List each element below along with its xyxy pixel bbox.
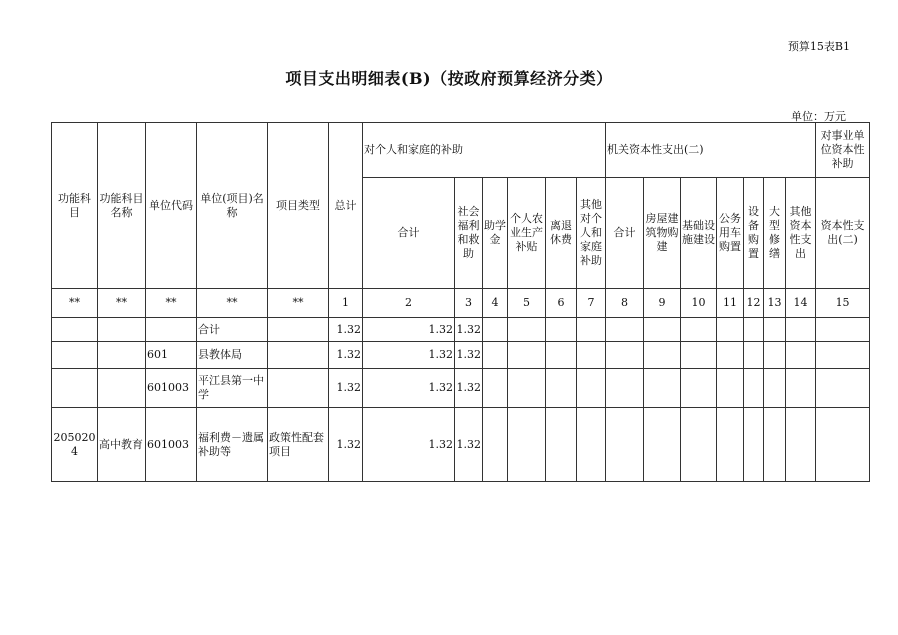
index-cell: 1 [329, 289, 363, 318]
empty-cell [786, 408, 816, 482]
empty-cell [681, 318, 717, 342]
empty-cell [717, 369, 744, 408]
empty-cell [508, 369, 546, 408]
index-cell: 7 [577, 289, 606, 318]
empty-cell [508, 342, 546, 369]
empty-cell [606, 369, 644, 408]
cell-func-code [52, 369, 98, 408]
cell-personal-subtotal: 1.32 [363, 408, 455, 482]
header-personal-subtotal: 合计 [363, 178, 455, 289]
header-group-capital: 机关资本性支出(二) [606, 123, 816, 178]
unit-label: 单位：万元 [791, 110, 846, 123]
cell-social-welfare: 1.32 [455, 369, 483, 408]
header-group-enterprise: 对事业单位资本性补助 [816, 123, 870, 178]
document-code: 预算15表B1 [787, 40, 850, 53]
empty-cell [786, 342, 816, 369]
index-cell: 10 [681, 289, 717, 318]
header-unit-code: 单位代码 [146, 123, 197, 289]
index-cell: ** [146, 289, 197, 318]
header-official-vehicle: 公务用车购置 [717, 178, 744, 289]
table-row [52, 318, 870, 342]
header-student-aid: 助学金 [483, 178, 508, 289]
index-cell: 9 [644, 289, 681, 318]
index-cell: 8 [606, 289, 644, 318]
cell-unit-name: 福利费－遗属补助等 [197, 408, 268, 482]
empty-cell [606, 408, 644, 482]
empty-cell [577, 408, 606, 482]
header-func-name: 功能科目名称 [98, 123, 146, 289]
empty-cell [786, 369, 816, 408]
index-cell: ** [197, 289, 268, 318]
empty-cell [816, 369, 870, 408]
table-row [52, 369, 870, 408]
index-cell: 13 [764, 289, 786, 318]
index-cell: 15 [816, 289, 870, 318]
cell-func-name [98, 369, 146, 408]
cell-unit-code [146, 318, 197, 342]
cell-personal-subtotal: 1.32 [363, 369, 455, 408]
cell-total: 1.32 [329, 369, 363, 408]
empty-cell [577, 318, 606, 342]
header-project-type: 项目类型 [268, 123, 329, 289]
header-infrastructure: 基础设施建设 [681, 178, 717, 289]
empty-cell [483, 369, 508, 408]
cell-unit-code: 601 [146, 342, 197, 369]
cell-unit-code: 601003 [146, 408, 197, 482]
cell-total: 1.32 [329, 408, 363, 482]
header-enterprise-capital: 资本性支出(二) [816, 178, 870, 289]
empty-cell [764, 369, 786, 408]
empty-cell [606, 342, 644, 369]
empty-cell [546, 408, 577, 482]
cell-social-welfare: 1.32 [455, 318, 483, 342]
empty-cell [546, 369, 577, 408]
cell-total: 1.32 [329, 342, 363, 369]
empty-cell [717, 408, 744, 482]
cell-project-type [268, 369, 329, 408]
cell-unit-name: 平江县第一中学 [197, 369, 268, 408]
budget-table [51, 122, 870, 482]
cell-project-type [268, 342, 329, 369]
header-func-code: 功能科目 [52, 123, 98, 289]
cell-project-type: 政策性配套项目 [268, 408, 329, 482]
cell-personal-subtotal: 1.32 [363, 342, 455, 369]
header-unit-name: 单位(项目)名称 [197, 123, 268, 289]
index-cell: ** [268, 289, 329, 318]
empty-cell [483, 342, 508, 369]
header-social-welfare: 社会福利和救助 [455, 178, 483, 289]
index-cell: ** [52, 289, 98, 318]
cell-total: 1.32 [329, 318, 363, 342]
table-row [52, 408, 870, 482]
empty-cell [644, 318, 681, 342]
header-total: 总计 [329, 123, 363, 289]
header-group-personal: 对个人和家庭的补助 [363, 123, 606, 178]
index-cell: 11 [717, 289, 744, 318]
empty-cell [483, 408, 508, 482]
empty-cell [681, 369, 717, 408]
index-cell: ** [98, 289, 146, 318]
empty-cell [816, 342, 870, 369]
cell-func-code [52, 342, 98, 369]
empty-cell [546, 318, 577, 342]
empty-cell [681, 342, 717, 369]
cell-social-welfare: 1.32 [455, 408, 483, 482]
header-building: 房屋建筑物购建 [644, 178, 681, 289]
header-other-capital: 其他资本性支出 [786, 178, 816, 289]
cell-unit-name: 合计 [197, 318, 268, 342]
empty-cell [577, 342, 606, 369]
header-major-repair: 大型修缮 [764, 178, 786, 289]
index-cell: 6 [546, 289, 577, 318]
column-index-row [52, 289, 870, 318]
header-equipment: 设备购置 [744, 178, 764, 289]
empty-cell [483, 318, 508, 342]
cell-personal-subtotal: 1.32 [363, 318, 455, 342]
header-farmer-subsidy: 个人农业生产补贴 [508, 178, 546, 289]
cell-project-type [268, 318, 329, 342]
empty-cell [744, 342, 764, 369]
cell-unit-name: 县教体局 [197, 342, 268, 369]
empty-cell [546, 342, 577, 369]
cell-func-name [98, 342, 146, 369]
empty-cell [744, 408, 764, 482]
empty-cell [816, 408, 870, 482]
header-other-personal: 其他对个人和家庭补助 [577, 178, 606, 289]
header-retirement: 离退休费 [546, 178, 577, 289]
empty-cell [577, 369, 606, 408]
header-capital-subtotal: 合计 [606, 178, 644, 289]
table-row [52, 342, 870, 369]
empty-cell [764, 318, 786, 342]
empty-cell [764, 342, 786, 369]
cell-func-name [98, 318, 146, 342]
index-cell: 3 [455, 289, 483, 318]
index-cell: 2 [363, 289, 455, 318]
empty-cell [816, 318, 870, 342]
cell-unit-code: 601003 [146, 369, 197, 408]
empty-cell [508, 408, 546, 482]
page-title: 项目支出明细表(B)（按政府预算经济分类） [285, 69, 613, 88]
empty-cell [717, 342, 744, 369]
cell-func-name: 高中教育 [98, 408, 146, 482]
empty-cell [644, 369, 681, 408]
cell-func-code: 2050204 [52, 408, 98, 482]
empty-cell [681, 408, 717, 482]
empty-cell [744, 369, 764, 408]
cell-social-welfare: 1.32 [455, 342, 483, 369]
empty-cell [717, 318, 744, 342]
empty-cell [644, 408, 681, 482]
index-cell: 5 [508, 289, 546, 318]
index-cell: 14 [786, 289, 816, 318]
empty-cell [786, 318, 816, 342]
empty-cell [508, 318, 546, 342]
empty-cell [764, 408, 786, 482]
empty-cell [644, 342, 681, 369]
empty-cell [744, 318, 764, 342]
index-cell: 12 [744, 289, 764, 318]
index-cell: 4 [483, 289, 508, 318]
cell-func-code [52, 318, 98, 342]
empty-cell [606, 318, 644, 342]
